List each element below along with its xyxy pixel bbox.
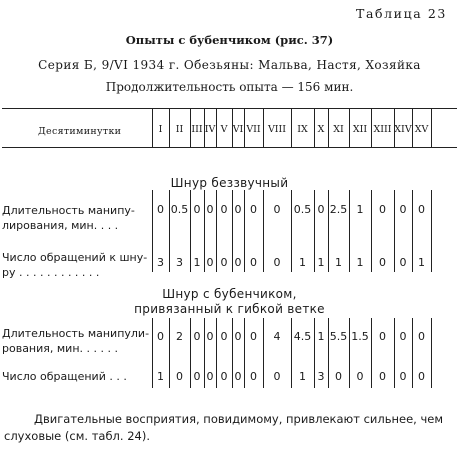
table-cell: 0 — [379, 256, 386, 269]
column-divider — [328, 318, 329, 388]
column-divider — [169, 108, 170, 147]
column-header: XIV — [394, 124, 412, 135]
column-divider — [169, 190, 170, 272]
column-divider — [244, 190, 245, 272]
column-divider — [204, 190, 205, 272]
column-header: I — [158, 124, 163, 135]
column-header: X — [317, 124, 325, 135]
table-cell: 0 — [220, 256, 228, 269]
column-divider — [314, 108, 315, 147]
table-cell: 1 — [356, 256, 364, 269]
column-header: IV — [204, 124, 216, 135]
table-number: Таблица 23 — [356, 6, 447, 21]
column-divider — [412, 190, 413, 272]
table-cell: 0 — [206, 330, 214, 343]
table-cell: 0 — [206, 203, 214, 216]
table-cell: 1 — [299, 256, 306, 269]
table-cell: 0 — [193, 203, 201, 216]
table-cell: 0 — [193, 370, 201, 383]
column-divider — [263, 108, 264, 147]
row-label-count-silent: Число обращений к шну- ру . . . . . . . . . . . . — [2, 251, 148, 279]
series-line: Серия Б, 9/VI 1934 г. Обезьяны: Мальва, Настя, Хозяйка — [38, 58, 421, 72]
table-cell: 0 — [250, 256, 257, 269]
table-cell: 0 — [206, 370, 214, 383]
table-cell: 0 — [399, 370, 407, 383]
column-divider — [216, 318, 217, 388]
column-divider — [216, 108, 217, 147]
column-divider — [349, 318, 350, 388]
column-header: XII — [352, 124, 368, 135]
table-cell: 0 — [176, 370, 183, 383]
table-cell: 1 — [418, 256, 425, 269]
table-cell: 0 — [273, 203, 281, 216]
table-cell: 3 — [176, 256, 183, 269]
column-divider — [431, 318, 432, 388]
section-title-1: Шнур беззвучный — [170, 176, 289, 190]
column-divider — [152, 108, 153, 147]
table-cell: 0.5 — [293, 203, 312, 216]
table-cell: 0 — [157, 330, 164, 343]
column-divider — [232, 318, 233, 388]
column-header: III — [191, 124, 203, 135]
table-cell: 0 — [250, 370, 257, 383]
table-top-rule — [2, 108, 457, 109]
table-title: Опыты с бубенчиком (рис. 37) — [125, 33, 334, 47]
table-cell: 0 — [250, 203, 257, 216]
table-cell: 1 — [356, 203, 364, 216]
row-label-duration-bell: Длительность манипули- рования, мин. . . . . . — [2, 327, 150, 355]
column-header: XV — [414, 124, 429, 135]
column-divider — [412, 318, 413, 388]
table-cell: 3 — [317, 370, 325, 383]
column-divider — [244, 108, 245, 147]
column-divider — [371, 190, 372, 272]
table-cell: 0 — [250, 330, 257, 343]
column-divider — [232, 108, 233, 147]
table-cell: 5.5 — [329, 330, 348, 343]
header-bottom-rule — [2, 147, 457, 148]
table-cell: 0 — [399, 203, 407, 216]
table-cell: 1 — [317, 256, 325, 269]
table-cell: 4 — [273, 330, 281, 343]
table-cell: 0 — [379, 370, 386, 383]
header-label: Десятиминутки — [38, 126, 122, 137]
column-divider — [314, 190, 315, 272]
column-divider — [190, 318, 191, 388]
table-cell: 0 — [356, 370, 364, 383]
table-cell: 0 — [273, 256, 281, 269]
column-divider — [328, 190, 329, 272]
column-divider — [190, 108, 191, 147]
table-cell: 0 — [234, 256, 242, 269]
table-cell: 1 — [299, 370, 306, 383]
table-cell: 0 — [379, 203, 386, 216]
column-header: II — [175, 124, 184, 135]
table-cell: 0 — [317, 203, 325, 216]
column-divider — [314, 318, 315, 388]
table-cell: 0 — [193, 330, 201, 343]
table-cell: 0 — [220, 370, 228, 383]
table-cell: 0 — [335, 370, 342, 383]
table-cell: 3 — [157, 256, 164, 269]
table-cell: 0.5 — [170, 203, 189, 216]
table-cell: 2.5 — [329, 203, 348, 216]
table-cell: 0 — [399, 330, 407, 343]
table-cell: 0 — [399, 256, 407, 269]
table-cell: 0 — [234, 370, 242, 383]
table-cell: 0 — [234, 203, 242, 216]
column-divider — [371, 318, 372, 388]
column-header: VIII — [267, 124, 287, 135]
column-header: VI — [232, 124, 244, 135]
column-divider — [431, 190, 432, 272]
column-header: VII — [246, 124, 261, 135]
table-cell: 1.5 — [351, 330, 369, 343]
column-divider — [152, 190, 153, 272]
table-cell: 1 — [193, 256, 201, 269]
column-divider — [190, 190, 191, 272]
table-cell: 0 — [220, 330, 228, 343]
row-label-count-bell: Число обращений . . . — [2, 370, 127, 383]
column-header: XI — [333, 124, 344, 135]
column-divider — [431, 108, 432, 147]
column-divider — [169, 318, 170, 388]
section-title-2: Шнур с бубенчиком, привязанный к гибкой ветке — [134, 287, 325, 316]
column-header: XIII — [373, 124, 392, 135]
column-header: V — [220, 124, 228, 135]
column-divider — [349, 190, 350, 272]
column-divider — [328, 108, 329, 147]
duration-line: Продолжительность опыта — 156 мин. — [105, 80, 354, 94]
column-divider — [412, 108, 413, 147]
table-cell: 0 — [157, 203, 164, 216]
table-cell: 1 — [317, 330, 325, 343]
column-divider — [371, 108, 372, 147]
column-divider — [244, 318, 245, 388]
table-cell: 0 — [418, 370, 425, 383]
table-cell: 0 — [273, 370, 281, 383]
column-divider — [152, 318, 153, 388]
table-cell: 0 — [220, 203, 228, 216]
column-divider — [216, 190, 217, 272]
column-divider — [349, 108, 350, 147]
table-cell: 0 — [379, 330, 386, 343]
column-divider — [204, 108, 205, 147]
column-divider — [394, 318, 395, 388]
column-divider — [291, 108, 292, 147]
footnote: Двигательные восприятия, повидимому, привлекают сильнее, чем слуховые (см. табл. 24). — [4, 412, 444, 443]
column-divider — [204, 318, 205, 388]
table-cell: 1 — [335, 256, 342, 269]
row-label-duration-silent: Длительность манипу- лирования, мин. . . . — [2, 204, 135, 232]
table-cell: 1 — [157, 370, 164, 383]
column-header: IX — [297, 124, 308, 135]
table-cell: 0 — [206, 256, 214, 269]
column-divider — [291, 318, 292, 388]
table-cell: 0 — [234, 330, 242, 343]
column-divider — [291, 190, 292, 272]
table-cell: 0 — [418, 203, 425, 216]
column-divider — [394, 190, 395, 272]
table-cell: 2 — [176, 330, 183, 343]
column-divider — [232, 190, 233, 272]
column-divider — [263, 318, 264, 388]
table-cell: 4.5 — [293, 330, 312, 343]
column-divider — [394, 108, 395, 147]
column-divider — [263, 190, 264, 272]
table-cell: 0 — [418, 330, 425, 343]
